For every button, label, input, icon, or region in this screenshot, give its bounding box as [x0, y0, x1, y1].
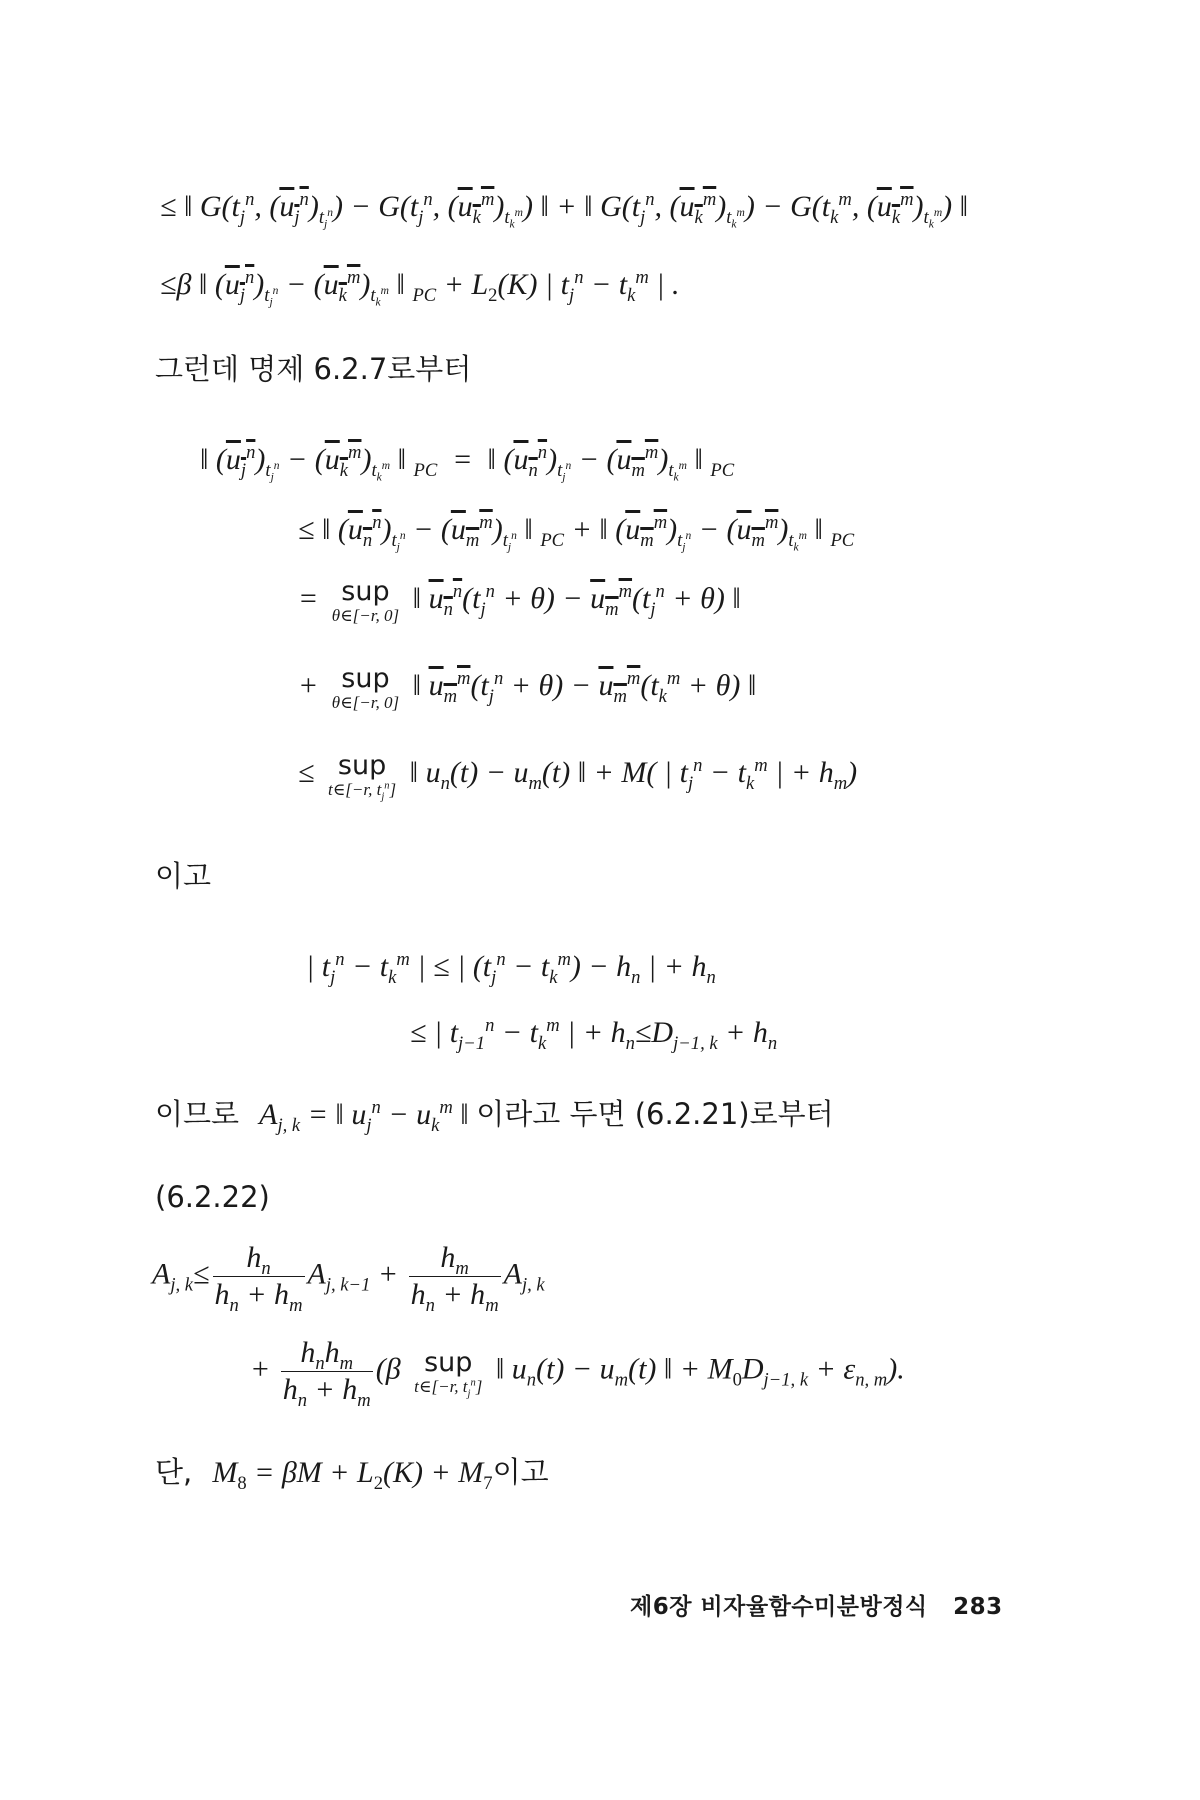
paragraph-3-lead: 이므로	[155, 1097, 240, 1131]
paragraph-4-tail: 이고	[492, 1455, 549, 1489]
paragraph-4: 단, $M_8 = \beta M + L_2(K) + M_7$이고	[155, 1455, 549, 1494]
equation-line-4: ≤ ‖ $(u_n^n)_{t_j^n} - (u_m^m)_{t_j^n}$ ‖ $_{PC}$ + ‖ $(u_m^m)_{t_j^n} - (u_m^m)_{t_k^m}$ ‖ $_{PC}$	[298, 512, 855, 554]
sup-operator: sup	[341, 576, 390, 607]
paragraph-3: 이므로 $A_{j, k}$ = ‖ $u_j^n - u_k^m$ ‖ 이라고 두면 (6.2.21)로부터	[155, 1097, 834, 1136]
equation-line-9: ≤ | $t_{j-1}^n - t_k^m$ | + $h_n\le D_{j-1, k} + h_n$	[410, 1015, 778, 1054]
paragraph-3-tail: 이라고 두면 (6.2.21)로부터	[476, 1097, 834, 1131]
sup-operator: sup	[341, 663, 390, 694]
equation-label: (6.2.22)	[155, 1180, 270, 1214]
chapter-title: 제6장 비자율함수미분방정식	[630, 1594, 928, 1620]
equation-line-5: = sup θ∈[−r, 0] ‖ $u_n^n(t_j^n + \theta) - u_m^m(t_j^n + \theta)$ ‖	[298, 576, 741, 625]
equation-line-2: ≤β ‖ $(u_j^n)_{t_j^n} - (u_k^m)_{t_k^m}$ ‖ $_{PC} + L_2(K)$ | $t_j^n - t_k^m$ | .	[160, 267, 680, 309]
equation-line-10: $A_{j, k}\le$ $\frac{h_n}{h_n + h_m}$ $A_{j, k-1}$ + $\frac{h_m}{h_n + h_m}$ $A_{j, k}$	[152, 1241, 545, 1316]
page-number: 283	[953, 1594, 1003, 1620]
equation-line-1: ≤ ‖ $G(t_j^n$, $(u_j^n)_{t_j^n}) - G(t_j^n$, $(u_k^m)_{t_k^m}$) ‖ + ‖ $G(t_j^n$, $(u_k^m)_{t_k^m}) - G(t_k^m$, $(u_k^m)_{t_k^m}$) ‖	[160, 189, 969, 231]
paragraph-4-lead: 단,	[155, 1455, 193, 1489]
equation-line-3: ‖ $(u_j^n)_{t_j^n} - (u_k^m)_{t_k^m}$ ‖ $_{PC}$ = ‖ $(u_n^n)_{t_j^n} - (u_m^m)_{t_k^m}$ ‖ $_{PC}$	[200, 442, 735, 484]
sup-operator: sup	[337, 750, 387, 781]
equation-line-6: + sup θ∈[−r, 0] ‖ $u_m^m(t_j^n + \theta) - u_m^m(t_k^m + \theta)$ ‖	[298, 663, 757, 712]
equation-line-7: ≤ sup t∈[−r, $t_j^n$] ‖ $u_n(t) - u_m(t)$ ‖ + M( | $t_j^n - t_k^m$ | + $h_m$)	[298, 750, 858, 803]
equation-line-8: | $t_j^n - t_k^m$ | ≤ | $(t_j^n - t_k^m) - h_n$ | + $h_n$	[306, 949, 716, 988]
paragraph-1: 그런데 명제 6.2.7로부터	[155, 352, 472, 386]
page-footer	[630, 1588, 1003, 1621]
sup-operator: sup	[424, 1346, 473, 1378]
equation-line-11: + $\frac{h_nh_m}{h_n + h_m}$ (β sup t∈[−r, $t_j^n$] ‖ $u_n(t) - u_m(t)$ ‖ + $M_0D_{j-1, k} + \varepsilon_{n, m}$).	[250, 1336, 905, 1411]
paragraph-2: 이고	[155, 859, 212, 893]
